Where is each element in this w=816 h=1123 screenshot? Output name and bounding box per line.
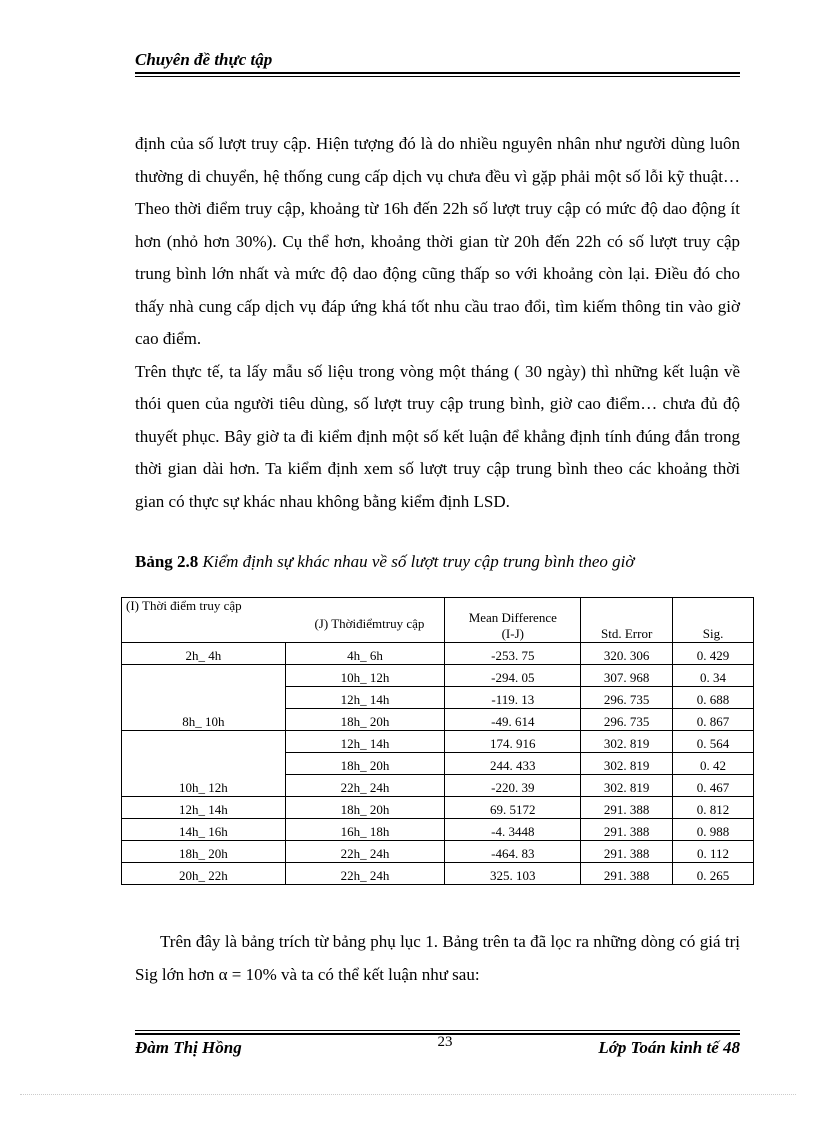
page-edge [20,1094,796,1095]
header-title: Chuyên đề thực tập [135,50,273,69]
table-row: 10h_ 12h 12h_ 14h 174. 916 302. 819 0. 564 [122,731,754,753]
table-row: 2h_ 4h 4h_ 6h -253. 75 320. 306 0. 429 [122,643,754,665]
header-j: (J) Thờiđiểmtruy cập [314,616,425,631]
table-caption [135,552,634,572]
table-caption-text: Kiểm định sự khác nhau về số lượt truy cập trung bình theo giờ [202,552,635,571]
header-divider-thin [135,76,740,77]
paragraph-1: định của số lượt truy cập. Hiện tượng đó là do nhiều nguyên nhân như người dùng luôn thường di chuyển, hệ thống cung cấp dịch vụ chưa đều vì gặp phải một số lỗi kỹ thuật… Theo thời điểm truy cập, khoảng từ 16h đến 22h số lượt truy cập có mức độ dao động ít hơn (nhỏ hơn 30%). Cụ thể hơn, khoảng thời gian từ 20h đến 22h có số lượt truy cập trung bình lớn nhất và mức độ dao động cũng thấp so với khoảng còn lại. Điều đó cho thấy nhà cung cấp dịch vụ đáp ứng khá tốt nhu cầu trao đổi, tìm kiếm thông tin vào giờ cao điểm. [135,134,740,348]
table-row: 18h_ 20h 244. 433 302. 819 0. 42 [122,753,754,775]
footer-divider-thin [135,1030,740,1031]
header-sig: Sig. [673,598,754,643]
table-header-row [122,598,754,643]
header-i: (I) Thời điểm truy cập [126,598,242,613]
table-row: 18h_ 20h 22h_ 24h -464. 83 291. 388 0. 112 [122,841,754,863]
table-row: 14h_ 16h 16h_ 18h -4. 3448 291. 388 0. 988 [122,819,754,841]
group-cell-10h: 10h_ 12h [122,731,286,797]
table-row: 8h_ 10h 10h_ 12h -294. 05 307. 968 0. 34 [122,665,754,687]
header-cell-ij [122,598,445,643]
lsd-table [121,597,754,885]
header-std: Std. Error [581,598,673,643]
table-row: 18h_ 20h -49. 614 296. 735 0. 867 [122,709,754,731]
header-divider [135,72,740,74]
group-cell-8h: 8h_ 10h [122,665,286,731]
conclusion-paragraph: Trên đây là bảng trích từ bảng phụ lục 1. Bảng trên ta đã lọc ra những dòng có giá trị Sig lớn hơn α = 10% và ta có thể kết luận như sau: [135,932,740,984]
paragraph-2: Trên thực tế, ta lấy mẫu số liệu trong vòng một tháng ( 30 ngày) thì những kết luận về thói quen của người tiêu dùng, số lượt truy cập trung bình, giờ cao điểm… chưa đủ độ thuyết phục. Bây giờ ta đi kiểm định một số kết luận để khẳng định tính đúng đắn trong thời gian dài hơn. Ta kiểm định xem số lượt truy cập trung bình theo các khoảng thời gian có thực sự khác nhau không bằng kiểm định LSD. [135,361,740,511]
table-row: 20h_ 22h 22h_ 24h 325. 103 291. 388 0. 265 [122,863,754,885]
table-row: 12h_ 14h -119. 13 296. 735 0. 688 [122,687,754,709]
page-number: 23 [437,1034,453,1050]
footer-author: Đàm Thị Hồng [135,1038,242,1057]
table-row: 12h_ 14h 18h_ 20h 69. 5172 291. 388 0. 812 [122,797,754,819]
footer-class: Lớp Toán kinh tế 48 [598,1038,740,1057]
body-text [135,128,740,518]
table-caption-label: Bảng 2.8 [135,552,199,571]
table-row: 22h_ 24h -220. 39 302. 819 0. 467 [122,775,754,797]
header-mean: Mean Difference (I-J) [445,598,581,643]
